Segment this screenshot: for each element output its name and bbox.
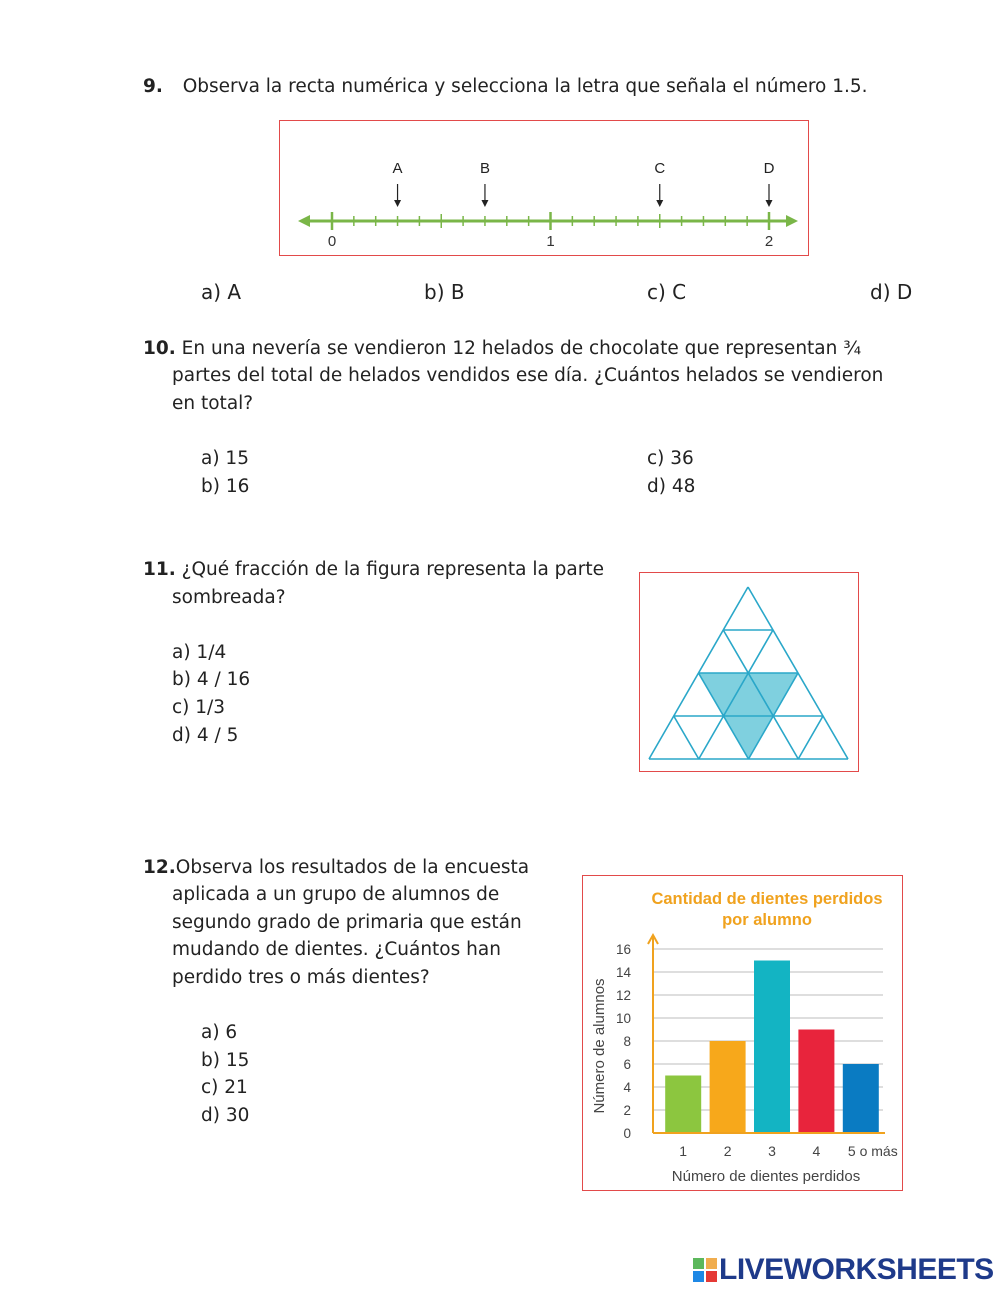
q11-option-b[interactable]: b) 4 / 16 bbox=[172, 669, 251, 690]
q9-number: 9. bbox=[143, 76, 163, 97]
shaded-triangle bbox=[724, 716, 774, 759]
x-tick-label: 4 bbox=[812, 1143, 821, 1159]
y-tick-label: 6 bbox=[623, 1057, 631, 1072]
q9-question bbox=[143, 73, 868, 101]
bar-chart bbox=[583, 876, 901, 1189]
y-axis-label: Número de alumnos bbox=[591, 978, 608, 1114]
bar-1 bbox=[665, 1076, 701, 1134]
q12-question bbox=[143, 854, 529, 882]
y-tick-label: 10 bbox=[615, 1011, 631, 1026]
y-tick-label: 12 bbox=[615, 988, 631, 1003]
q11-option-a[interactable]: a) 1/4 bbox=[172, 642, 227, 663]
q11-line-2: sombreada? bbox=[172, 587, 286, 608]
q10-option-b[interactable]: b) 16 bbox=[201, 476, 250, 497]
x-tick-label: 5 o más bbox=[847, 1143, 898, 1159]
q12-line-1: Observa los resultados de la encuesta bbox=[175, 857, 530, 878]
triangle-grid-line bbox=[798, 716, 823, 759]
liveworksheets-logo-icon bbox=[693, 1258, 717, 1282]
down-arrow-icon bbox=[481, 200, 488, 207]
y-tick-label: 16 bbox=[615, 942, 631, 957]
q10-number: 10. bbox=[143, 338, 176, 359]
q9-option-d[interactable]: d) D bbox=[870, 280, 913, 304]
x-tick-label: 3 bbox=[768, 1143, 776, 1159]
chart-title-line-2: por alumno bbox=[722, 911, 812, 929]
triangle-figure bbox=[639, 572, 859, 772]
q10-line-3: en total? bbox=[172, 393, 254, 414]
logo-text: LIVEWORKSHEETS bbox=[719, 1253, 994, 1286]
marker-letter-a: A bbox=[392, 160, 403, 177]
q10-question bbox=[143, 335, 861, 363]
bar-4 bbox=[798, 1030, 834, 1134]
number-line-figure bbox=[279, 120, 809, 256]
y-tick-label: 0 bbox=[623, 1126, 631, 1141]
q11-line-1: ¿Qué fracción de la figura representa la parte bbox=[175, 559, 605, 580]
q12-line-5: perdido tres o más dientes? bbox=[172, 967, 430, 988]
marker-letter-c: C bbox=[654, 160, 666, 177]
q9-option-a[interactable]: a) A bbox=[201, 280, 242, 304]
marker-letter-b: B bbox=[479, 160, 490, 177]
bar-5 bbox=[843, 1064, 879, 1133]
down-arrow-icon bbox=[656, 200, 663, 207]
x-tick-label: 1 bbox=[679, 1143, 688, 1159]
q12-option-a[interactable]: a) 6 bbox=[201, 1022, 238, 1043]
q9-text: Observa la recta numérica y selecciona la letra que señala el número 1.5. bbox=[182, 76, 868, 97]
y-tick-label: 14 bbox=[615, 965, 631, 980]
q9-option-b[interactable]: b) B bbox=[424, 280, 465, 304]
q9-option-c[interactable]: c) C bbox=[647, 280, 687, 304]
q11-option-c[interactable]: c) 1/3 bbox=[172, 697, 226, 718]
chart-title-line-1: Cantidad de dientes perdidos bbox=[651, 890, 883, 908]
q10-line-1: En una nevería se vendieron 12 helados de chocolate que representan ¾ bbox=[175, 338, 862, 359]
down-arrow-icon bbox=[394, 200, 401, 207]
bar-2 bbox=[710, 1041, 746, 1133]
marker-letter-d: D bbox=[763, 160, 775, 177]
q11-number: 11. bbox=[143, 559, 176, 580]
liveworksheets-logo bbox=[693, 1254, 994, 1286]
q11-option-d[interactable]: d) 4 / 5 bbox=[172, 725, 239, 746]
x-tick-label: 2 bbox=[723, 1143, 732, 1159]
q11-question bbox=[143, 556, 604, 584]
y-tick-label: 2 bbox=[623, 1103, 631, 1118]
q12-option-b[interactable]: b) 15 bbox=[201, 1050, 250, 1071]
q12-line-4: mudando de dientes. ¿Cuántos han bbox=[172, 939, 501, 960]
q12-option-c[interactable]: c) 21 bbox=[201, 1077, 248, 1098]
y-tick-label: 8 bbox=[623, 1034, 631, 1049]
right-arrow-icon bbox=[786, 215, 798, 227]
number-line-label: 2 bbox=[764, 233, 774, 250]
down-arrow-icon bbox=[766, 200, 773, 207]
x-axis-label: Número de dientes perdidos bbox=[671, 1168, 861, 1185]
fraction-triangle bbox=[640, 573, 857, 770]
number-line bbox=[280, 121, 807, 254]
triangle-grid-line bbox=[674, 716, 699, 759]
left-arrow-icon bbox=[298, 215, 310, 227]
q12-number: 12. bbox=[143, 857, 176, 878]
bar-3 bbox=[754, 961, 790, 1134]
q12-line-3: segundo grado de primaria que están bbox=[172, 912, 522, 933]
q12-option-d[interactable]: d) 30 bbox=[201, 1105, 250, 1126]
number-line-label: 1 bbox=[546, 233, 555, 250]
q10-line-2: partes del total de helados vendidos ese día. ¿Cuántos helados se vendieron bbox=[172, 365, 884, 386]
bar-chart-frame bbox=[582, 875, 903, 1191]
number-line-label: 0 bbox=[327, 233, 337, 250]
q10-option-d[interactable]: d) 48 bbox=[647, 476, 696, 497]
q10-option-c[interactable]: c) 36 bbox=[647, 448, 694, 469]
q10-option-a[interactable]: a) 15 bbox=[201, 448, 249, 469]
q12-line-2: aplicada a un grupo de alumnos de bbox=[172, 884, 500, 905]
y-tick-label: 4 bbox=[623, 1080, 631, 1095]
